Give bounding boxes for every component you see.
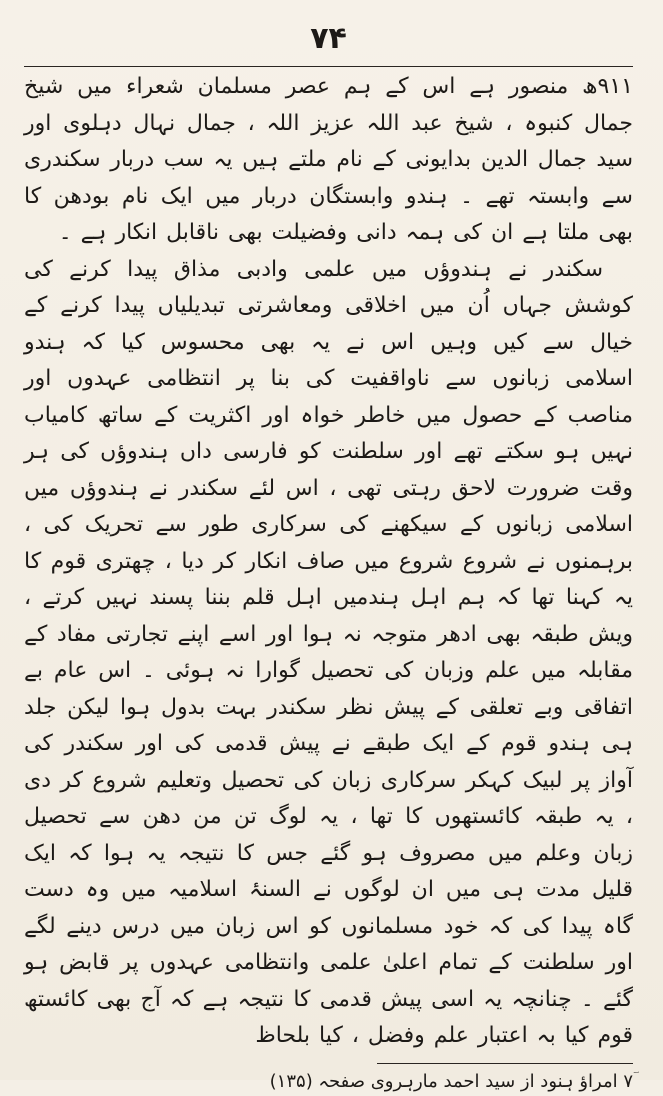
paragraph: سکندر نے ہندوؤں میں علمی وادبی مذاق پیدا کرنے کی کوشش جہاں اُن میں اخلاقی ومعاشرتی تبدیلیاں پیدا کرنے کے خیال سے کیں وہیں اس نے یہ بھی محسوس کیا کہ ہندو اسلامی زبانوں سے ناواقفیت کی بنا پر انتظامی عہدوں اور مناصب کے حصول میں خاطر خواہ اور اکثریت کے ساتھ کامیاب نہیں ہو سکتے تھے اور سلطنت کو فارسی داں ہندوؤں کی ہر وقت ضرورت لاحق رہتی تھی ، اس لئے سکندر نے ہندوؤں میں اسلامی زبانوں کے سیکھنے کی سرکاری طور سے تحریک کی ، برہمنوں نے شروع شروع میں صاف انکار کر دیا ، چھتری قوم کا یہ کہنا تھا کہ ہم اہل ہندمیں اہل قلم بننا پسند نہیں کرتے ، ویش طبقہ بھی ادھر متوجہ نہ ہوا اور اسے اپنے تجارتی مفاد کے مقابلہ میں علم وزبان کی تحصیل گوارا نہ ہوئی ۔ اس عام بے اتفاقی وبے تعلقی کے پیش نظر سکندر بہت بدول ہوا لیکن جلد ہی ہندو قوم کے ایک طبقے نے پیش قدمی کی اور سکندر کی آواز پر لبیک کہکر سرکاری زبان کی تحصیل وتعلیم شروع کر دی ، یہ طبقہ کائستھوں کا تھا ، یہ لوگ تن من دھن سے تحصیل زبان وعلم میں مصروف ہو گئے جس کا نتیجہ یہ ہوا کہ ایک قلیل مدت ہی میں ان لوگوں نے السنۂ اسلامیہ میں وہ دست گاہ پیدا کی کہ خود مسلمانوں کو اس زبان میں درس دینے لگے اور سلطنت کے تمام اعلیٰ علمی وانتظامی عہدوں پر قابض ہو گئے ۔ چنانچہ یہ اسی پیش قدمی کا نتیجہ ہے کہ آج بھی کائستھ قوم کیا بہ اعتبار علم وفضل ، کیا بلحاظ	[24, 256, 633, 1048]
footnote-divider	[377, 1063, 633, 1064]
body-text	[24, 66, 633, 1055]
page-number: ۷۴	[310, 21, 347, 56]
paragraph: ۹۱۱ھ منصور ہے اس کے ہم عصر مسلمان شعراء میں شیخ جمال کنبوہ ، شیخ عبد اللہ عزیز اللہ ، جمال نہال دہلوی اور سید جمال الدین بدایونی کے نام ملتے ہیں یہ سب دربار سکندری سے وابستہ تھے ۔ ہندو وابستگان دربار میں ایک نام بودھن کا بھی ملتا ہے ان کی ہمہ دانی وفضیلت بھی ناقابل انکار ہے ۔	[24, 66, 633, 252]
footnote: ؔ۷ امراؤ ہنود از سید احمد مارہروی صفحہ (۱۳۵)	[269, 1070, 633, 1092]
